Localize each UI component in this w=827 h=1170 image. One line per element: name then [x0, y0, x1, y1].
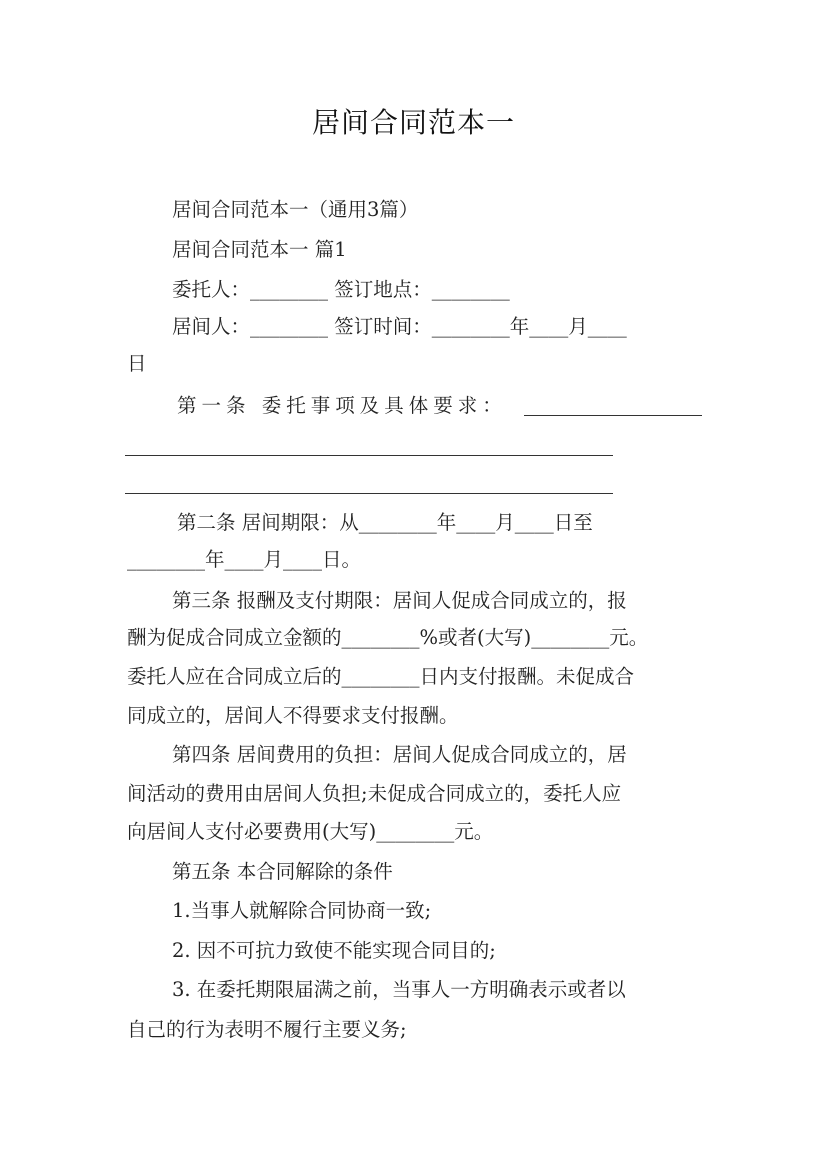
broker-line-continued: 日 [127, 352, 147, 375]
article-5-item-2: 2. 因不可抗力致使不能实现合同目的; [172, 939, 496, 962]
article-2-line-2: ________年____月____日。 [127, 548, 362, 571]
subtitle: 居间合同范本一（通用3篇） [172, 198, 419, 221]
article-5-item-3-line-2: 自己的行为表明不履行主要义务; [127, 1018, 407, 1041]
blank-rule-1 [524, 415, 702, 416]
article-2-line-1: 第二条 居间期限：从________年____月____日至 [177, 511, 593, 534]
broker-line: 居间人：________ 签订时间：________年____月____ [172, 315, 627, 338]
blank-rule-3 [125, 493, 613, 494]
article-4-line-2: 间活动的费用由居间人负担;未促成合同成立的，委托人应 [127, 782, 622, 805]
section-heading: 居间合同范本一 篇1 [172, 238, 347, 261]
article-3-line-1: 第三条 报酬及支付期限：居间人促成合同成立的，报 [172, 589, 627, 612]
article-3-line-3: 委托人应在合同成立后的________日内支付报酬。未促成合 [127, 665, 635, 688]
blank-rule-2 [125, 455, 613, 456]
document-title: 居间合同范本一 [311, 106, 515, 139]
article-5-item-1: 1.当事人就解除合同协商一致; [172, 899, 432, 922]
article-4-line-3: 向居间人支付必要费用(大写)________元。 [127, 820, 494, 843]
article-3-line-4: 同成立的，居间人不得要求支付报酬。 [127, 704, 459, 727]
article-3-line-2: 酬为促成合同成立金额的________%或者(大写)________元。 [127, 626, 649, 649]
article-5-heading: 第五条 本合同解除的条件 [172, 860, 393, 883]
client-line: 委托人：________ 签订地点：________ [172, 278, 510, 301]
article-4-line-1: 第四条 居间费用的负担：居间人促成合同成立的，居 [172, 743, 627, 766]
article-1: 第一条 委托事项及具体要求： [177, 394, 507, 417]
article-5-item-3-line-1: 3. 在委托期限届满之前，当事人一方明确表示或者以 [172, 978, 626, 1001]
